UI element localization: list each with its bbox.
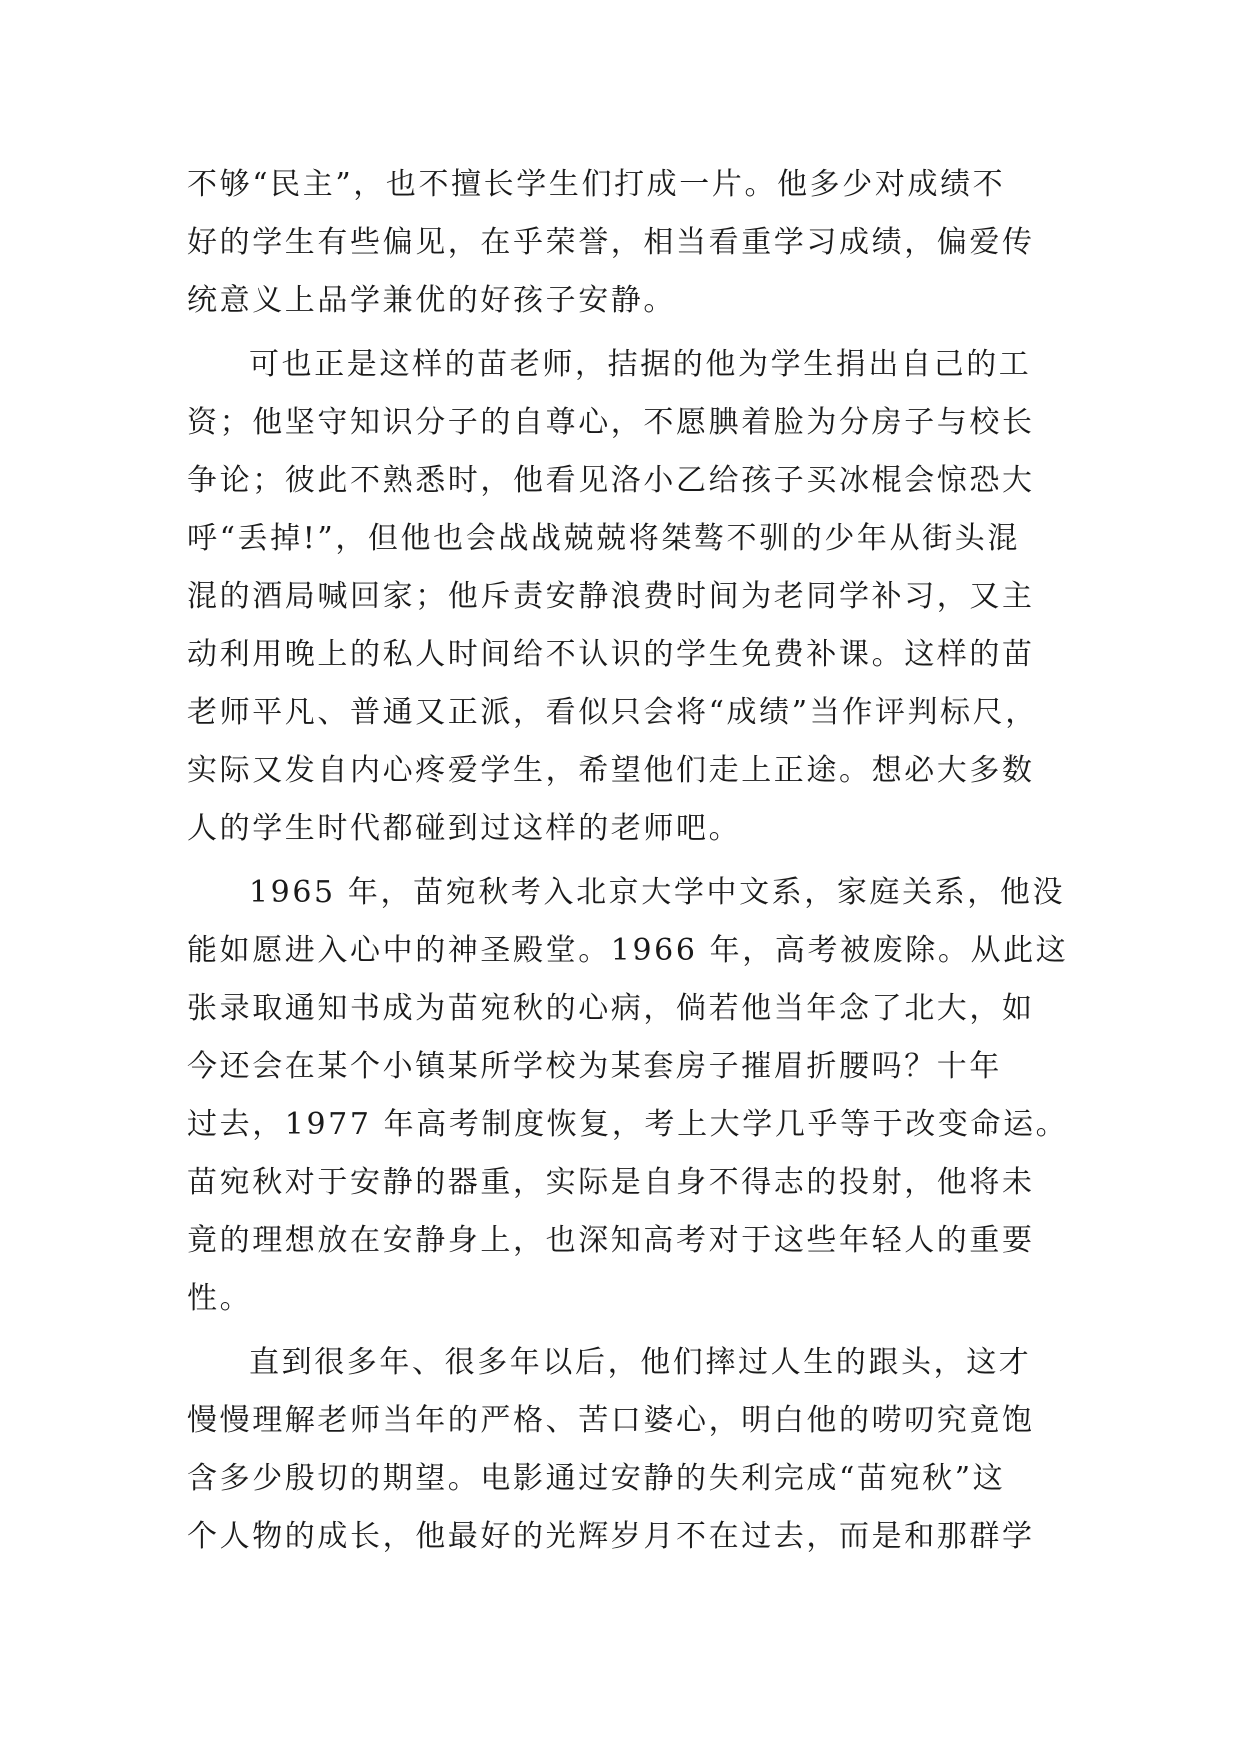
text-line: 竟的理想放在安静身上，也深知高考对于这些年轻人的重要 xyxy=(187,1223,1035,1258)
paragraph-3 xyxy=(187,864,1067,1328)
text-line: 苗宛秋对于安静的器重，实际是自身不得志的投射，他将未 xyxy=(187,1165,1035,1200)
text-line: 个人物的成长，他最好的光辉岁月不在过去，而是和那群学 xyxy=(187,1519,1035,1554)
text-line: 可也正是这样的苗老师，拮据的他为学生捐出自己的工 xyxy=(249,347,1032,382)
text-line: 资；他坚守知识分子的自尊心，不愿腆着脸为分房子与校长 xyxy=(187,405,1035,440)
text-line: 实际又发自内心疼爱学生，希望他们走上正途。想必大多数 xyxy=(187,753,1035,788)
text-line: 张录取通知书成为苗宛秋的心病，倘若他当年念了北大，如 xyxy=(187,991,1035,1026)
text-line: 呼“丢掉!”，但他也会战战兢兢将桀骜不驯的少年从街头混 xyxy=(187,521,1020,556)
text-line: 1965 年，苗宛秋考入北京大学中文系，家庭关系，他没 xyxy=(249,875,1066,910)
text-line: 过去，1977 年高考制度恢复，考上大学几乎等于改变命运。 xyxy=(187,1107,1069,1142)
article-body xyxy=(187,156,1067,1566)
text-line: 统意义上品学兼优的好孩子安静。 xyxy=(187,283,676,318)
text-line: 老师平凡、普通又正派，看似只会将“成绩”当作评判标尺， xyxy=(187,695,1038,730)
text-line: 动利用晚上的私人时间给不认识的学生免费补课。这样的苗 xyxy=(187,637,1035,672)
text-line: 争论；彼此不熟悉时，他看见洛小乙给孩子买冰棍会惊恐大 xyxy=(187,463,1035,498)
text-line: 性。 xyxy=(187,1281,253,1316)
text-line: 能如愿进入心中的神圣殿堂。1966 年，高考被废除。从此这 xyxy=(187,933,1069,968)
text-line: 慢慢理解老师当年的严格、苦口婆心，明白他的唠叨究竟饱 xyxy=(187,1403,1035,1438)
paragraph-4 xyxy=(187,1334,1067,1566)
paragraph-2 xyxy=(187,336,1067,858)
text-line: 今还会在某个小镇某所学校为某套房子摧眉折腰吗？十年 xyxy=(187,1049,1002,1084)
text-line: 直到很多年、很多年以后，他们摔过人生的跟头，这才 xyxy=(249,1345,1032,1380)
text-line: 混的酒局喊回家；他斥责安静浪费时间为老同学补习，又主 xyxy=(187,579,1035,614)
text-line: 人的学生时代都碰到过这样的老师吧。 xyxy=(187,811,742,846)
text-line: 含多少殷切的期望。电影通过安静的失利完成“苗宛秋”这 xyxy=(187,1461,1006,1496)
text-line: 不够“民主”，也不擅长学生们打成一片。他多少对成绩不 xyxy=(187,167,1006,202)
text-line: 好的学生有些偏见，在乎荣誉，相当看重学习成绩，偏爱传 xyxy=(187,225,1035,260)
paragraph-1 xyxy=(187,156,1067,330)
